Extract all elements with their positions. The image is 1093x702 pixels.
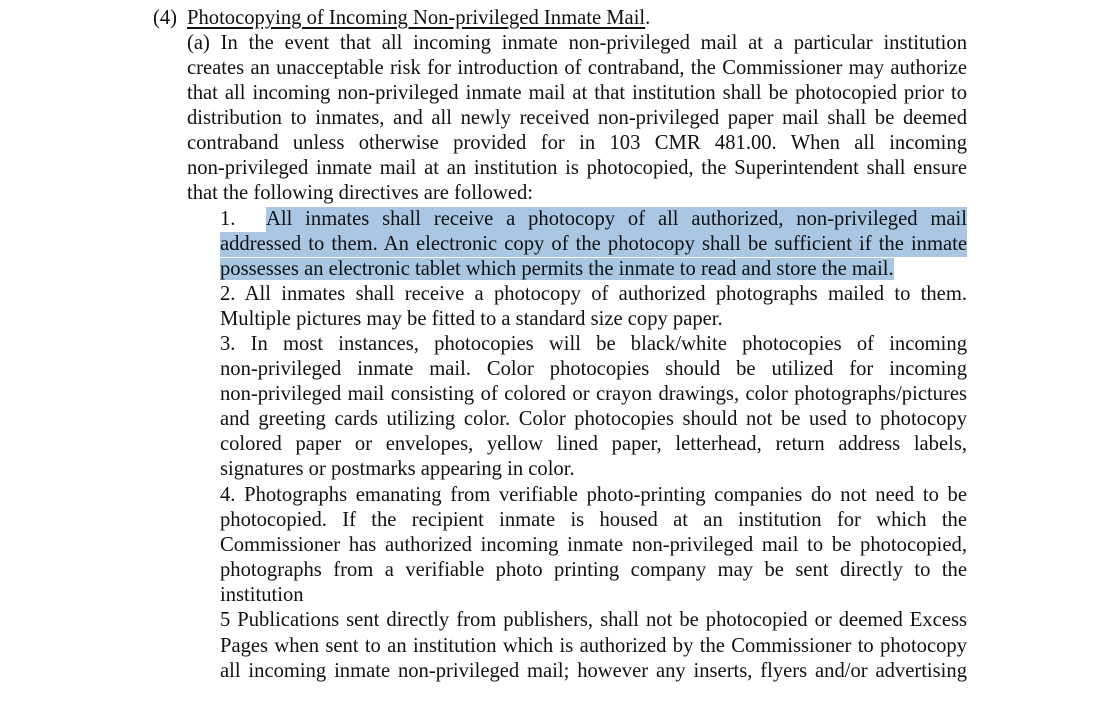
list-item-4-line: photocopied. If the recipient inmate is housed at an institution for which the — [220, 509, 967, 531]
section-title-period: . — [645, 7, 651, 29]
paragraph-a-line: that all incoming non-privileged inmate mail at that institution shall be photocopied prior to — [187, 82, 967, 104]
list-item-4-line: institution — [220, 584, 304, 606]
list-item-2-line: 2. All inmates shall receive a photocopy of authorized photographs mailed to them. — [220, 283, 967, 305]
paragraph-a-line: non-privileged inmate mail at an institution is photocopied, the Superintendent shall ensure — [187, 157, 967, 179]
list-item-number: 1. — [220, 208, 236, 230]
paragraph-a-line: (a) In the event that all incoming inmate non-privileged mail at a particular institution — [187, 32, 967, 54]
list-item-5-line: 5 Publications sent directly from publishers, shall not be photocopied or deemed Excess — [220, 609, 967, 631]
list-item-3-line: 3. In most instances, photocopies will be black/white photocopies of incoming — [220, 333, 967, 355]
section-heading — [153, 6, 650, 31]
list-item-2-line: Multiple pictures may be fitted to a standard size copy paper. — [220, 308, 723, 330]
paragraph-a-line: creates an unacceptable risk for introduction of contraband, the Commissioner may authorize — [187, 57, 967, 79]
paragraph-a-line: contraband unless otherwise provided for in 103 CMR 481.00. When all incoming — [187, 132, 967, 154]
section-number: (4) — [153, 7, 178, 29]
highlighted-text[interactable]: All inmates shall receive a photocopy of all authorized, non-privileged mail — [266, 208, 967, 230]
list-item-3-line: non-privileged mail consisting of colored or crayon drawings, color photographs/pictures — [220, 383, 967, 405]
highlighted-text[interactable]: addressed to them. An electronic copy of the photocopy shall be sufficient if the inmate — [220, 233, 967, 255]
list-item-1-last-line — [220, 257, 894, 282]
paragraph-a-line: distribution to inmates, and all newly received non-privileged paper mail shall be deemed — [187, 107, 967, 129]
list-item-3-line: signatures or postmarks appearing in color. — [220, 458, 575, 480]
paragraph-a-line: that the following directives are followed: — [187, 182, 533, 204]
highlighted-text[interactable]: possesses an electronic tablet which permits the inmate to read and store the mail. — [220, 258, 894, 280]
list-item-4-line: 4. Photographs emanating from verifiable photo-printing companies do not need to be — [220, 484, 967, 506]
list-item-3-line: and greeting cards utilizing color. Color photocopies should not be used to photocopy — [220, 408, 967, 430]
list-item-3-line: non-privileged inmate mail. Color photocopies should be utilized for incoming — [220, 358, 967, 380]
list-item-5-line: Pages when sent to an institution which is authorized by the Commissioner to photocopy — [220, 635, 967, 657]
list-item-5-line: all incoming inmate non-privileged mail; however any inserts, flyers and/or advertising — [220, 660, 967, 682]
list-item-4-line: photographs from a verifiable photo printing company may be sent directly to the — [220, 559, 967, 581]
list-item-1 — [220, 207, 967, 232]
list-item-3-line: colored paper or envelopes, yellow lined paper, letterhead, return address labels, — [220, 433, 967, 455]
list-item-4-line: Commissioner has authorized incoming inmate non-privileged mail to be photocopied, — [220, 534, 967, 556]
section-title: Photocopying of Incoming Non-privileged Inmate Mail — [187, 7, 646, 29]
